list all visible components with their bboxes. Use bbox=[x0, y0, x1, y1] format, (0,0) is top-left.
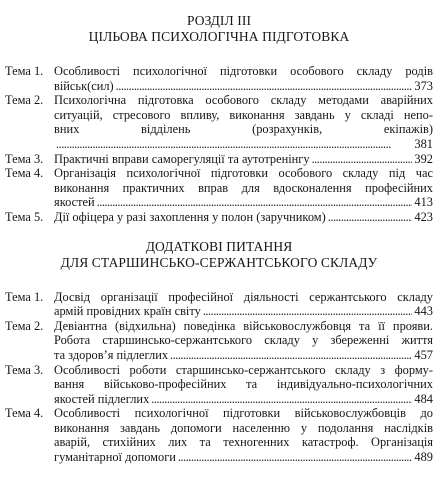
dot-leader bbox=[328, 210, 413, 225]
dot-leader bbox=[170, 348, 412, 363]
toc-entry-title-line: Організація психологічної підготовки особового складу під час bbox=[54, 166, 433, 181]
dot-leader bbox=[151, 392, 412, 407]
toc-entry-title-line: аварій, стихійних лих та техногенних катастроф. Організація bbox=[54, 435, 433, 450]
toc-entry-number: Тема 4. bbox=[5, 166, 44, 181]
toc-entry-leader-row bbox=[54, 450, 433, 465]
toc-entry[interactable] bbox=[5, 152, 433, 167]
section-title: ЦІЛЬОВА ПСИХОЛОГІЧНА ПІДГОТОВКА bbox=[88, 29, 350, 44]
page-number: 484 bbox=[414, 391, 433, 406]
dot-leader bbox=[97, 195, 413, 210]
toc-list bbox=[5, 64, 433, 225]
toc-entry-title-end: військ(сил) bbox=[54, 78, 114, 93]
section-number: РОЗДІЛ III bbox=[186, 13, 252, 28]
dot-leader bbox=[312, 152, 413, 167]
toc-entry-number: Тема 1. bbox=[5, 64, 44, 78]
section-title: ДОДАТКОВІ ПИТАННЯ bbox=[145, 238, 293, 254]
section-heading bbox=[5, 239, 433, 271]
toc-entry-title-end: Дії офіцера у разі захоплення у полон (заручником) bbox=[54, 209, 326, 224]
toc-entry-number: Тема 2. bbox=[5, 93, 44, 108]
toc-entry-title-line: вання військово-професійних та індивідуально-психологічних bbox=[54, 377, 433, 392]
toc-entry-number: Тема 5. bbox=[5, 209, 44, 224]
section-subtitle: ДЛЯ СТАРШИНСЬКО-СЕРЖАНТСЬКОГО СКЛАДУ bbox=[60, 254, 378, 270]
toc-entry-title-line: виконання завдань допомоги населенню у подолання наслідків bbox=[54, 420, 433, 435]
toc-list bbox=[5, 290, 433, 465]
page-number: 443 bbox=[414, 304, 433, 319]
toc-entry-leader-row bbox=[54, 152, 433, 167]
toc-entry-number: Тема 4. bbox=[5, 406, 44, 421]
toc-entry[interactable] bbox=[5, 93, 433, 151]
toc-entry-leader-row bbox=[54, 137, 433, 152]
dot-leader bbox=[178, 450, 412, 465]
toc-entry-title-line: Особливості психологічної підготовки особового складу родів bbox=[54, 64, 433, 78]
toc-entry-number: Тема 1. bbox=[5, 289, 44, 304]
toc-entry-title-line: вних відділень (розрахунків, екіпажів) bbox=[54, 122, 433, 137]
toc-entry-title-end: Практичні вправи саморегуляції та аутотренінгу bbox=[54, 151, 310, 166]
page-number: 423 bbox=[414, 209, 433, 224]
toc-entry-title-line: Робота старшинсько-сержантського складу у збереженні життя bbox=[54, 333, 433, 348]
toc-entry-title-line: ситуацій, стресового впливу, виконання завдань у складі непо- bbox=[54, 107, 433, 122]
page-number: 489 bbox=[414, 450, 433, 465]
page-number: 392 bbox=[414, 151, 433, 166]
toc-entry[interactable] bbox=[5, 166, 433, 210]
page-number: 381 bbox=[414, 136, 433, 151]
toc-entry[interactable] bbox=[5, 64, 433, 93]
toc-entry-title-end: армій провідних країн світу bbox=[54, 304, 201, 319]
toc-entry-leader-row bbox=[54, 79, 433, 94]
toc-entry[interactable] bbox=[5, 290, 433, 319]
toc-entry-number: Тема 2. bbox=[5, 318, 44, 333]
toc-entry-title-line: виконання практичних вправ для вдосконалення професійних bbox=[54, 180, 433, 195]
toc-entry-title-line: Досвід організації професійної діяльності сержантського складу bbox=[54, 289, 433, 304]
dot-leader bbox=[116, 79, 413, 94]
toc-entry-title-end: якостей bbox=[54, 195, 95, 210]
toc-entry-title-end: та здоров’я підлеглих bbox=[54, 347, 169, 362]
toc-entry-number: Тема 3. bbox=[5, 151, 44, 166]
toc-entry-title-line: Психологічна підготовка особового складу методами аварійних bbox=[54, 93, 433, 108]
toc-entry-title-end: якостей підлеглих bbox=[54, 391, 150, 406]
toc-entry-title-line: Особливості роботи старшинсько-сержантського складу з форму- bbox=[54, 362, 433, 377]
toc-entry-leader-row bbox=[54, 195, 433, 210]
toc-entry[interactable] bbox=[5, 363, 433, 407]
section-heading bbox=[5, 13, 433, 45]
toc-entry-number: Тема 3. bbox=[5, 362, 44, 377]
toc-entry-title-line: Девіантна (відхильна) поведінка військовослужбовця та її прояви. bbox=[54, 318, 433, 333]
dot-leader bbox=[56, 137, 412, 152]
page-number: 413 bbox=[414, 195, 433, 210]
toc-entry-title-line: Особливості психологічної підготовки військовослужбовців до bbox=[54, 406, 433, 421]
toc-entry-leader-row bbox=[54, 392, 433, 407]
page-number: 457 bbox=[414, 347, 433, 362]
toc-entry[interactable] bbox=[5, 210, 433, 225]
toc-entry-leader-row bbox=[54, 210, 433, 225]
toc-entry[interactable] bbox=[5, 406, 433, 464]
toc-entry-leader-row bbox=[54, 304, 433, 319]
page-number: 373 bbox=[414, 78, 433, 93]
toc-entry-title-end: гуманітарної допомоги bbox=[54, 450, 176, 465]
toc-entry-leader-row bbox=[54, 348, 433, 363]
toc-entry[interactable] bbox=[5, 319, 433, 363]
dot-leader bbox=[203, 304, 413, 319]
